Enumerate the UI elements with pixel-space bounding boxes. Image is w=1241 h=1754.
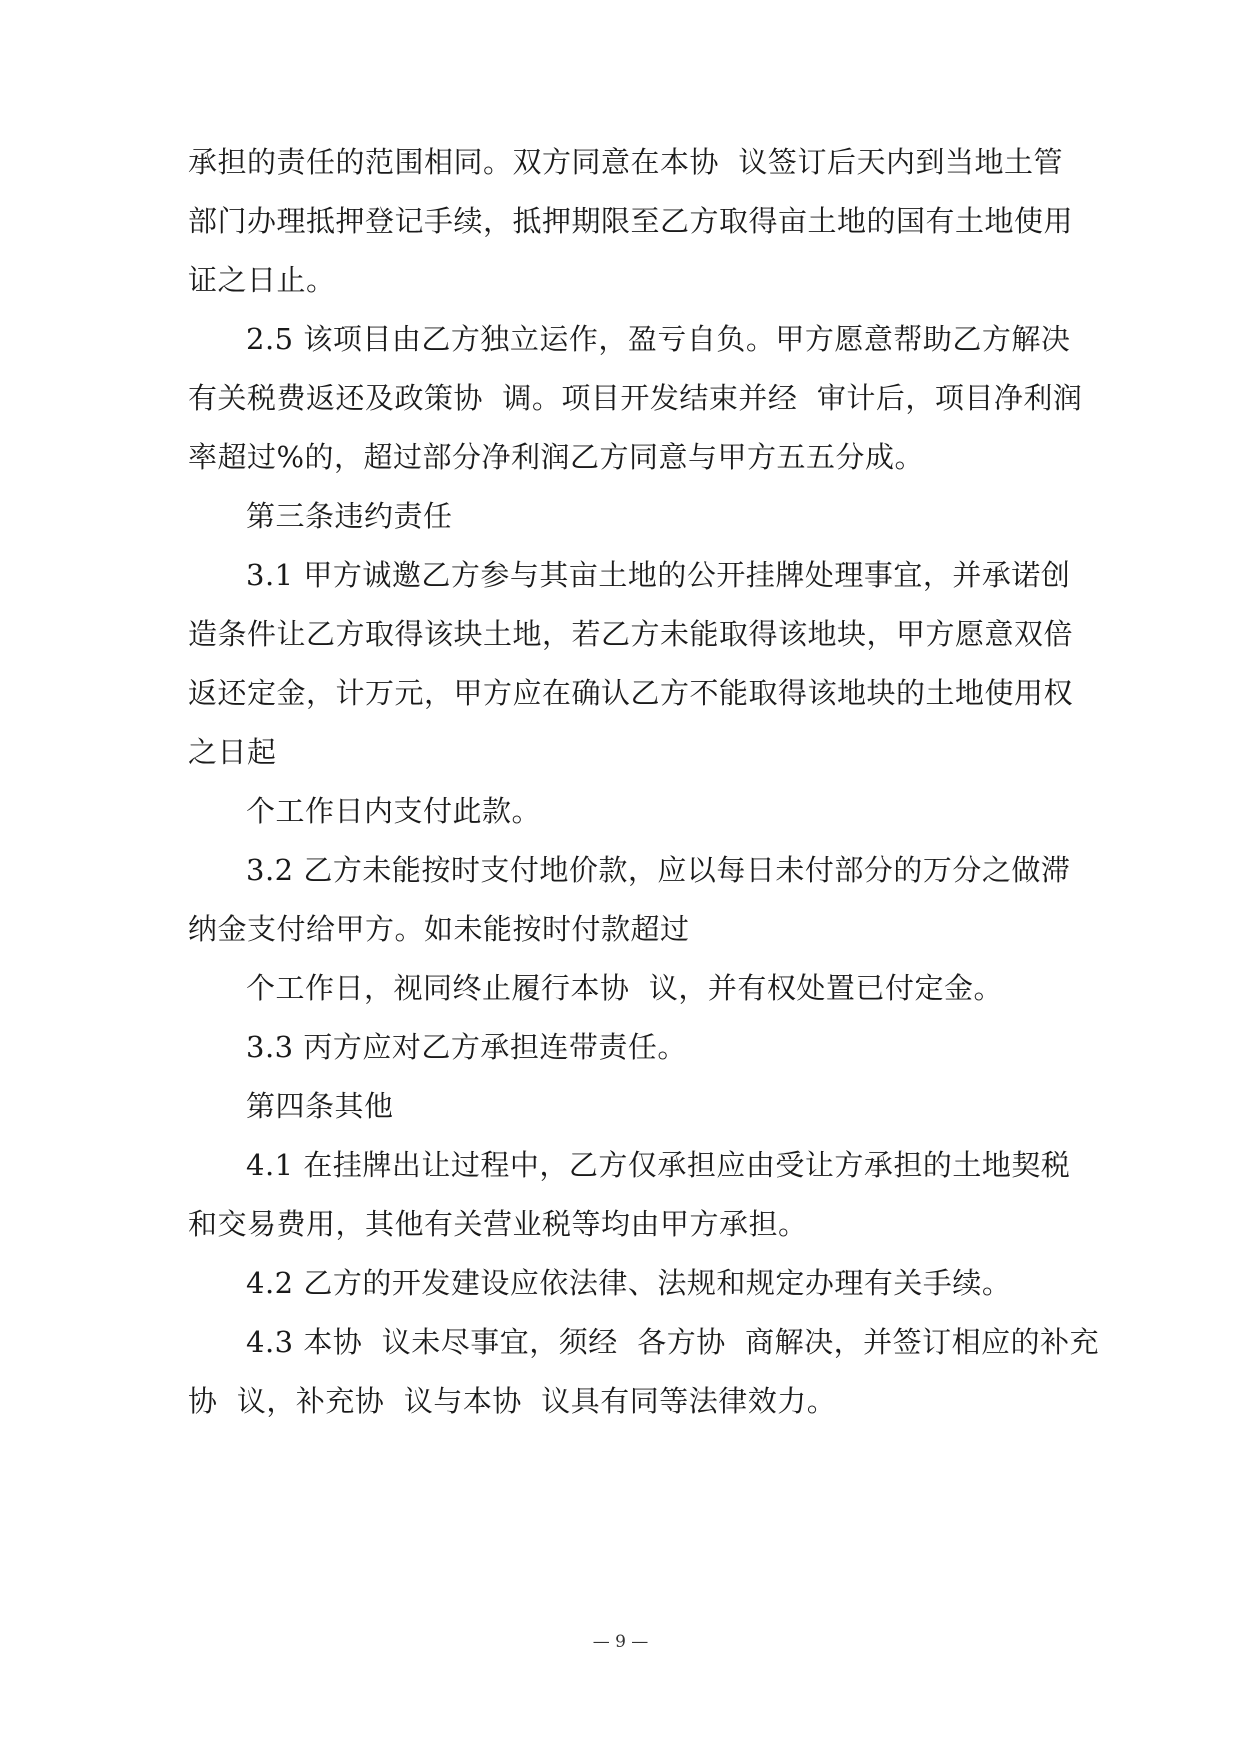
text-line-1: 承担的责任的范围相同。双方同意在本协 议签订后天内到当地土管	[188, 145, 1063, 179]
text-line-19: 和交易费用，其他有关营业税等均由甲方承担。	[188, 1207, 808, 1241]
text-line-12: 个工作日内支付此款。	[246, 794, 542, 828]
text-line-14: 纳金支付给甲方。如未能按时付款超过	[188, 912, 690, 946]
text-line-20: 4.2 乙方的开发建设应依法律、法规和规定办理有关手续。	[246, 1266, 1012, 1300]
text-line-9: 造条件让乙方取得该块土地，若乙方未能取得该地块，甲方愿意双倍	[188, 617, 1074, 651]
text-line-18: 4.1 在挂牌出让过程中，乙方仅承担应由受让方承担的土地契税	[246, 1148, 1071, 1182]
text-line-15: 个工作日，视同终止履行本协 议，并有权处置已付定金。	[246, 971, 1003, 1005]
text-line-16: 3.3 丙方应对乙方承担连带责任。	[246, 1030, 687, 1064]
page-number: — 9 —	[592, 1632, 649, 1652]
text-line-11: 之日起	[188, 735, 277, 769]
text-line-6: 率超过%的，超过部分净利润乙方同意与甲方五五分成。	[188, 440, 925, 474]
section-heading-4: 第四条其他	[246, 1089, 394, 1123]
text-line-3: 证之日止。	[188, 263, 336, 297]
text-line-10: 返还定金，计万元，甲方应在确认乙方不能取得该地块的土地使用权	[188, 676, 1074, 710]
text-line-22: 协 议，补充协 议与本协 议具有同等法律效力。	[188, 1384, 837, 1418]
text-line-13: 3.2 乙方未能按时支付地价款，应以每日未付部分的万分之做滞	[246, 853, 1071, 887]
section-heading-3: 第三条违约责任	[246, 499, 453, 533]
text-line-21: 4.3 本协 议未尽事宜，须经 各方协 商解决，并签订相应的补充	[246, 1325, 1100, 1359]
text-line-5: 有关税费返还及政策协 调。项目开发结束并经 审计后，项目净利润	[188, 381, 1083, 415]
text-line-4: 2.5 该项目由乙方独立运作，盈亏自负。甲方愿意帮助乙方解决	[246, 322, 1071, 356]
text-line-8: 3.1 甲方诚邀乙方参与其亩土地的公开挂牌处理事宜，并承诺创	[246, 558, 1071, 592]
text-line-2: 部门办理抵押登记手续，抵押期限至乙方取得亩土地的国有土地使用	[188, 204, 1074, 238]
